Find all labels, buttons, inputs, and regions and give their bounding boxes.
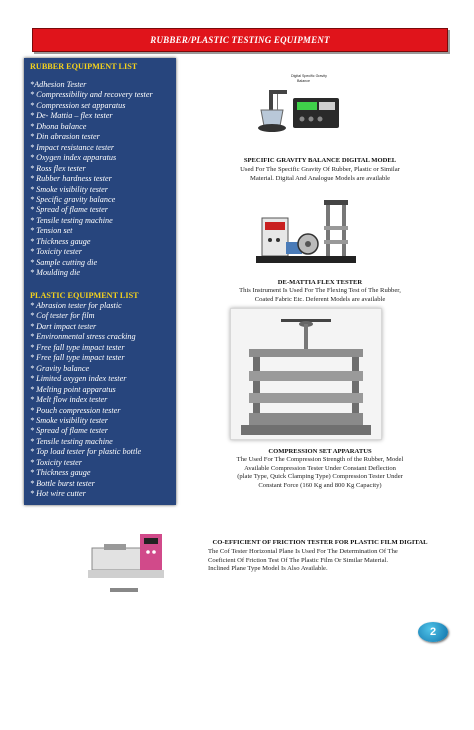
list-item: * Free fall type impact tester (30, 353, 125, 363)
list-item: * Rubber hardness tester (30, 174, 112, 184)
list-item: * Top load tester for plastic bottle (30, 447, 142, 457)
specific-gravity-description: Used For The Specific Gravity Of Rubber, Plastic or Similar Material. Digital And Analogue Models are available (240, 166, 400, 182)
list-item: * Spread of flame tester (30, 205, 108, 215)
list-item: * Limited oxygen index tester (30, 374, 127, 384)
list-item: * Melt flow index tester (30, 395, 108, 405)
compression-set-description: The Used For The Compression Strength of the Rubber, Model Available Compression Tester Under Constant Deflection (plate Type, Quick Clamping Type) Compression Tester Under Constant Force (160 Kg and 800 Kg Capacity) (236, 456, 404, 489)
specific-gravity-balance-image (255, 64, 347, 140)
compression-set-apparatus-image (230, 308, 382, 440)
page-title: RUBBER/PLASTIC TESTING EQUIPMENT (150, 35, 330, 45)
list-item: * Environmental stress cracking (30, 332, 136, 342)
list-item: * Tension set (30, 226, 73, 236)
list-item: * Compressibility and recovery tester (30, 90, 153, 100)
list-item: * Ross flex tester (30, 163, 86, 173)
de-mattia-title: DE-MATTIA FLEX TESTER (277, 279, 363, 286)
rubber-equipment-list (30, 80, 176, 279)
list-item: * Abrasion tester for plastic (30, 301, 122, 310)
page-title-bar (32, 28, 448, 52)
de-mattia-flex-tester-image (256, 196, 358, 268)
list-item: *Adhesion Tester (30, 80, 87, 89)
equipment-list-panel (24, 58, 176, 505)
de-mattia-description: This Instrument Is Used For The Flexing Test of The Rubber, Coated Fabric Etc. Deferent Models are available (239, 287, 401, 303)
list-item: * Thickness gauge (30, 468, 91, 478)
list-item: * Smoke visibility tester (30, 184, 108, 194)
list-item: * Thickness gauge (30, 236, 91, 246)
plastic-equipment-list (30, 301, 176, 500)
list-item: * Spread of flame tester (30, 426, 108, 436)
list-item: * De- Mattia – flex tester (30, 111, 113, 121)
friction-tester-title: CO-EFFICIENT OF FRICTION TESTER FOR PLASTIC FILM DIGITAL (212, 539, 428, 546)
list-item: * Tensile testing machine (30, 215, 113, 225)
list-item: * Impact resistance tester (30, 142, 115, 152)
image-caption-line-1: Digital Specific Gravity (291, 74, 327, 78)
page-number-badge (418, 622, 448, 642)
list-item: * Tensile testing machine (30, 436, 113, 446)
list-item: * Free fall type impact tester (30, 342, 125, 352)
list-item: * Toxicity tester (30, 457, 82, 467)
list-item: * Smoke visibility tester (30, 415, 108, 425)
list-item: * Toxicity tester (30, 247, 82, 257)
plastic-list-heading: PLASTIC EQUIPMENT LIST (30, 291, 139, 300)
compression-set-title: COMPRESSION SET APPARATUS (268, 448, 372, 455)
list-item: * Specific gravity balance (30, 194, 116, 204)
friction-tester-description: The Cof Tester Horizontal Plane Is Used For The Determination Of The Coeficient Of Friction Test Of The Plastic Film Or Similar Material. Inclined Plane Type Model Is Also Available. (208, 548, 398, 573)
page-number: 2 (429, 626, 437, 638)
list-item: * Cof tester for film (30, 311, 95, 321)
friction-tester-image (78, 528, 174, 598)
list-item: * Dart impact tester (30, 321, 97, 331)
specific-gravity-title: SPECIFIC GRAVITY BALANCE DIGITAL MODEL (243, 157, 397, 164)
list-item: * Hot wire cutter (30, 489, 86, 499)
image-caption-line-2: Balance (297, 79, 310, 83)
rubber-list-heading: RUBBER EQUIPMENT LIST (30, 62, 138, 71)
list-item: * Moulding die (30, 268, 81, 278)
list-item: * Dhona balance (30, 121, 87, 131)
list-item: * Gravity balance (30, 363, 90, 373)
list-item: * Din abrasion tester (30, 132, 100, 142)
list-item: * Sample cutting die (30, 257, 98, 267)
list-item: * Pouch compression tester (30, 405, 121, 415)
list-item: * Bottle burst tester (30, 478, 95, 488)
list-item: * Melting point apparatus (30, 384, 116, 394)
list-item: * Oxygen index apparatus (30, 153, 117, 163)
list-item: * Compression set apparatus (30, 100, 126, 110)
